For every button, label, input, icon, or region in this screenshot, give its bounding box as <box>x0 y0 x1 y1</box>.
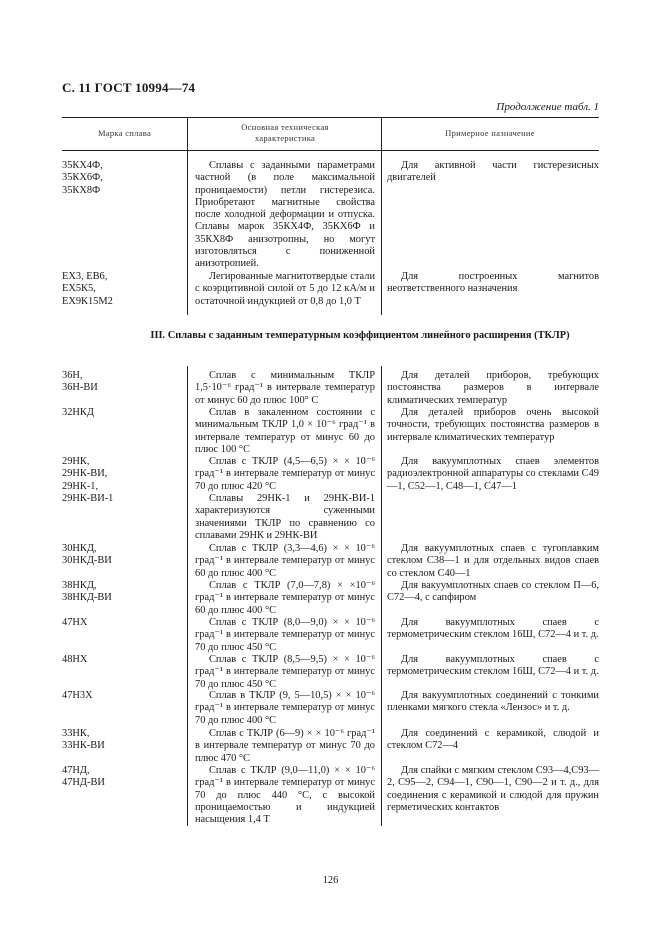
table-row-purpose: Для активной части гистерезисных двигателей <box>387 160 599 184</box>
table-row-purpose: Для деталей приборов, требующих постоянства размеров в интервале климатических температур <box>387 370 599 406</box>
column-divider <box>381 117 382 315</box>
grade-label: 29НК-ВИ-1 <box>62 492 114 504</box>
grade-label: 33НК, <box>62 728 90 739</box>
table-row-grades <box>62 407 182 419</box>
grade-label: 36Н, <box>62 370 83 381</box>
document-header: С. 11 ГОСТ 10994—74 <box>62 80 196 95</box>
table-row-purpose: Для вакуумплотных спаев с термометрическим стеклом 16Ш, С72—4 и т. д. <box>387 654 599 678</box>
grade-label: 33НК-ВИ <box>62 740 105 752</box>
grade-label: 38НКД-ВИ <box>62 592 112 604</box>
grade-label: 29НК-1, <box>62 480 99 492</box>
grade-label: 48НХ <box>62 654 88 665</box>
grade-label: 47НД-ВИ <box>62 777 105 789</box>
table-row-purpose: Для вакуумплотных спаев элементов радиоэлектронной аппаратуры со стеклами С49—1, С52—1, С48—1, С47—1 <box>387 456 599 492</box>
table-top-rule <box>62 117 599 118</box>
table-row-grades <box>62 617 182 629</box>
column-header-characteristic: Основная техническая характеристика <box>241 122 329 143</box>
table-row-purpose: Для построенных магнитов неответственного назначения <box>387 271 599 295</box>
table-row-characteristic: Сплав с минимальным ТКЛР 1,5·10⁻⁶ град⁻¹ в интервале температур от минус 60 до плюс 100° С <box>195 370 375 406</box>
table-row-purpose: Для вакуумплотных спаев со стеклом П—6, С72—4, с сапфиром <box>387 580 599 604</box>
grade-label: 30НКД, <box>62 543 97 554</box>
table-header-rule <box>62 150 599 151</box>
table-row-grades <box>62 456 182 505</box>
grade-label: 29НК, <box>62 456 90 467</box>
column-divider <box>187 117 188 315</box>
table-row-grades <box>62 690 182 702</box>
grade-label: ЕХ9К15М2 <box>62 295 113 307</box>
table-row-purpose: Для вакуумплотных спаев с термометрическим стеклом 16Ш, С72—4 и т. д. <box>387 617 599 641</box>
section-title: III. Сплавы с заданным температурным коэффициентом линейного расширения (ТКЛР) <box>150 330 570 341</box>
grade-label: 35КХ6Ф, <box>62 172 103 184</box>
table-row-characteristic: Сплав с ТКЛР (6—9) × × 10⁻⁶ град⁻¹ в интервале температур от минус 70 до плюс 470 °С <box>195 728 375 764</box>
table-row-characteristic: Сплав с ТКЛР (7,0—7,8) × ×10⁻⁶ град⁻¹ в интервале температур от минус 60 до плюс 400 °С <box>195 580 375 616</box>
grade-label: ЕХ3, ЕВ6, <box>62 271 108 282</box>
grade-label: 32НКД <box>62 407 94 418</box>
column-divider <box>381 366 382 826</box>
table-row-characteristic: Сплав с ТКЛР (8,0—9,0) × × 10⁻⁶ град⁻¹ в интервале температур от минус 70 до плюс 450 °С <box>195 617 375 653</box>
table-row-grades <box>62 543 182 568</box>
grade-label: 30НКД-ВИ <box>62 555 112 567</box>
table-row-grades <box>62 271 182 308</box>
table-row-characteristic: Сплав в закаленном состоянии с минимальным ТКЛР 1,0 × 10⁻⁶ град⁻¹ в интервале температур от минус 60 до плюс 100 °С <box>195 407 375 455</box>
table-row-grades <box>62 654 182 666</box>
grade-label: ЕХ5К5, <box>62 283 96 295</box>
grade-label: 47Н3Х <box>62 690 93 701</box>
grade-label: 47НХ <box>62 617 88 628</box>
table-row-grades <box>62 370 182 395</box>
grade-label: 38НКД, <box>62 580 97 591</box>
grade-label: 29НК-ВИ, <box>62 468 108 480</box>
table-row-purpose: Для спайки с мягким стеклом С93—4,С93—2, С95—2, С94—1, С90—1, С90—2 и т. д., для соединения с керамикой и слюдой для пружин герметических контактов <box>387 765 599 813</box>
table-row-grades <box>62 765 182 790</box>
column-header-purpose: Примерное назначение <box>445 128 535 138</box>
table-row-characteristic-note: Сплавы 29НК-1 и 29НК-ВИ-1 характеризуются суженными значениями ТКЛР по сравнению со сплавами 29НК и 29НК-ВИ <box>195 493 375 541</box>
table-continuation-label: Продолжение табл. 1 <box>496 101 599 113</box>
table-row-grades <box>62 580 182 605</box>
table-row-characteristic: Сплав с ТКЛР (8,5—9,5) × × 10⁻⁶ град⁻¹ в интервале температур от минус 70 до плюс 450 °С <box>195 654 375 690</box>
grade-label: 35КХ4Ф, <box>62 160 103 171</box>
column-header-grade: Марка сплава <box>97 128 152 138</box>
table-row-characteristic: Сплав с ТКЛР (4,5—6,5) × × 10⁻⁶ град⁻¹ в интервале температур от минус 70 до плюс 420 °С <box>195 456 375 492</box>
grade-label: 35КХ8Ф <box>62 184 101 196</box>
table-row-characteristic: Сплав с ТКЛР (3,3—4,6) × × 10⁻⁶ град⁻¹ в интервале температур от минус 60 до плюс 400 °С <box>195 543 375 579</box>
table-row-characteristic: Легированные магнитотвердые стали с коэрцитивной силой от 5 до 12 кА/м и остаточной индукцией от 0,8 до 1,0 Т <box>195 271 375 307</box>
grade-label: 47НД, <box>62 765 90 776</box>
table-row-characteristic: Сплав с ТКЛР (9,0—11,0) × × 10⁻⁶ град⁻¹ в интервале температур от минус 70 до плюс 440 °С, с высокой проницаемостью и индукцией насыщения 1,4 Т <box>195 765 375 826</box>
table-row-purpose: Для вакуумплотных спаев с тугоплавким стеклом С38—1 и для отдельных видов спаев со стеклом С40—1 <box>387 543 599 579</box>
table-row-grades <box>62 728 182 753</box>
table-row-characteristic: Сплавы с заданными параметрами частной (в поле максимальной проницаемости) петли гистерезиса. Приобретают магнитные свойства после холодной деформации и отпуска. Сплавы марок 35КХ4Ф, 35КХ6Ф и 35КХ8Ф анизотропны, но могут изготовляться с пониженной анизотропией. <box>195 160 375 270</box>
column-divider <box>187 366 188 826</box>
grade-label: 36Н-ВИ <box>62 382 98 394</box>
table-row-purpose: Для соединений с керамикой, слюдой и стеклом С72—4 <box>387 728 599 752</box>
page-number: 126 <box>322 875 339 886</box>
table-row-purpose: Для вакуумплотных соединений с тонкими пленками мягкого стекла «Лензос» и т. д. <box>387 690 599 714</box>
table-row-purpose: Для деталей приборов очень высокой точности, требующих постоянства размеров в интервале климатических температур <box>387 407 599 443</box>
table-row-grades <box>62 160 182 197</box>
table-row-characteristic: Сплав в ТКЛР (9, 5—10,5) × × 10⁻⁶ град⁻¹ в интервале температур от минус 70 до плюс 400 °С <box>195 690 375 726</box>
